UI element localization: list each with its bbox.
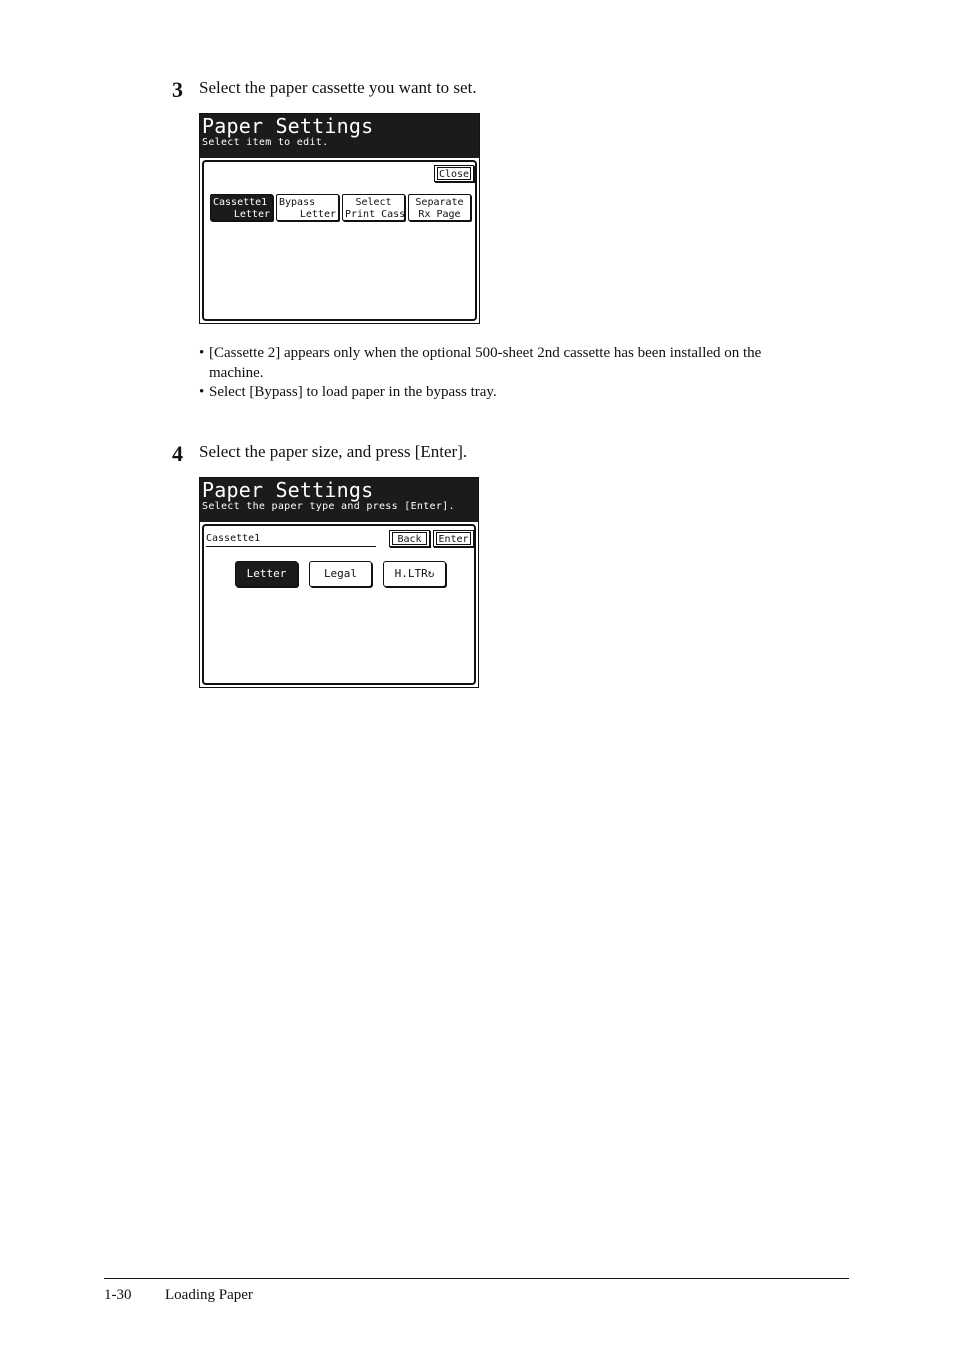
bullet: •: [199, 384, 205, 400]
select-print-cass-line2: Print Cass: [345, 209, 406, 220]
lcd-title: Paper Settings: [202, 114, 374, 138]
lcd-body: [202, 160, 477, 321]
select-print-cass-line1: Select: [355, 197, 392, 208]
enter-button-label: Enter: [436, 532, 471, 545]
cassette-field: Cassette1: [206, 532, 376, 547]
footer-divider: [104, 1278, 849, 1279]
bypass-button-line1: Bypass: [279, 197, 316, 208]
note-2-line1: Select [Bypass] to load paper in the bypass tray.: [209, 384, 497, 400]
note-2: [199, 383, 859, 402]
lcd-screen-paper-settings-select: [199, 113, 480, 324]
footer-page-number: 1-30: [104, 1287, 132, 1303]
bypass-button-line2: Letter: [299, 209, 336, 220]
lcd-subtitle: Select item to edit.: [202, 137, 329, 148]
note-1: [199, 344, 859, 363]
legal-size-button[interactable]: Legal: [309, 561, 372, 587]
separate-rx-page-line2: Rx Page: [418, 209, 461, 220]
step-3-number: 3: [172, 77, 183, 102]
separate-rx-page-line1: Separate: [415, 197, 464, 208]
cassette1-button[interactable]: [210, 194, 273, 221]
h-ltr-size-button[interactable]: H.LTR↻: [383, 561, 446, 587]
enter-button[interactable]: [433, 530, 474, 547]
lcd-header: [200, 478, 478, 522]
lcd-header: [200, 114, 479, 158]
separate-rx-page-button[interactable]: [408, 194, 471, 221]
note-1-line1: [Cassette 2] appears only when the optional 500-sheet 2nd cassette has been installed on the: [209, 345, 762, 361]
select-print-cass-button[interactable]: [342, 194, 405, 221]
note-1-line2: machine.: [209, 365, 264, 381]
lcd-title: Paper Settings: [202, 478, 374, 502]
bypass-button[interactable]: [276, 194, 339, 221]
lcd-subtitle: Select the paper type and press [Enter].: [202, 501, 455, 512]
back-button[interactable]: [389, 530, 430, 547]
close-button[interactable]: [434, 165, 474, 182]
lcd-body: [202, 524, 476, 685]
cassette1-button-line1: Cassette1: [213, 197, 268, 208]
step-3-text: Select the paper cassette you want to set.: [199, 78, 477, 97]
bullet: •: [199, 345, 205, 361]
step-4-text: Select the paper size, and press [Enter].: [199, 442, 468, 461]
step-4-number: 4: [172, 441, 183, 466]
close-button-label: Close: [438, 169, 470, 180]
back-button-label: Back: [392, 532, 427, 545]
letter-size-button[interactable]: Letter: [235, 561, 298, 587]
footer-section: Loading Paper: [165, 1287, 253, 1303]
lcd-screen-paper-settings-size: [199, 477, 479, 688]
cassette1-button-line2: Letter: [233, 209, 270, 220]
